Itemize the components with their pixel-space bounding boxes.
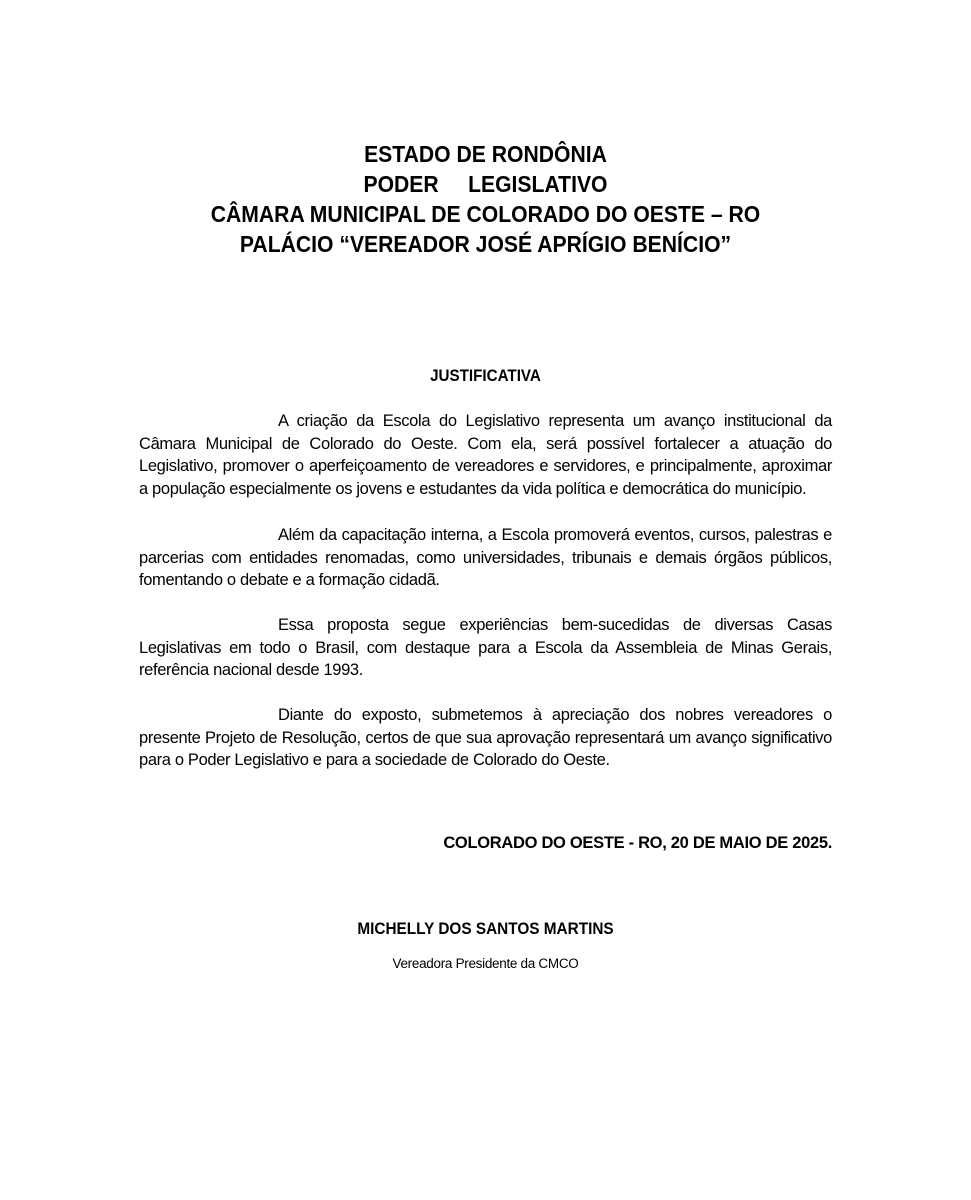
paragraph-2: Além da capacitação interna, a Escola promoverá eventos, cursos, palestras e parcerias com entidades renomadas, como universidades, tribunais e demais órgãos públicos, fomentando o debate e a formação cidadã. xyxy=(139,526,832,589)
signer-role: Vereadora Presidente da CMCO xyxy=(392,956,579,971)
section-title: JUSTIFICATIVA xyxy=(430,367,541,385)
header-state: ESTADO DE RONDÔNIA xyxy=(364,141,607,167)
header-palace: PALÁCIO “VEREADOR JOSÉ APRÍGIO BENÍCIO” xyxy=(239,231,732,257)
date-location-line: COLORADO DO OESTE - RO, 20 DE MAIO DE 2025. xyxy=(443,834,832,852)
paragraph-1: A criação da Escola do Legislativo representa um avanço institucional da Câmara Municipal de Colorado do Oeste. Com ela, será possível fortalecer a atuação do Legislativo, promover o aperfeiçoamento de vereadores e servidores, e principalmente, aproximar a população especialmente os jovens e estudantes da vida política e democrática do município. xyxy=(139,412,832,498)
document-header xyxy=(0,139,971,259)
paragraph-3: Essa proposta segue experiências bem-sucedidas de diversas Casas Legislativas em todo o Brasil, com destaque para a Escola da Assembleia de Minas Gerais, referência nacional desde 1993. xyxy=(139,616,832,679)
header-power: PODER LEGISLATIVO xyxy=(363,171,608,197)
paragraph-4: Diante do exposto, submetemos à apreciação dos nobres vereadores o presente Projeto de Resolução, certos de que sua aprovação representará um avanço significativo para o Poder Legislativo e para a sociedade de Colorado do Oeste. xyxy=(139,706,832,769)
header-chamber: CÂMARA MUNICIPAL DE COLORADO DO OESTE – RO xyxy=(210,201,761,227)
signer-name: MICHELLY DOS SANTOS MARTINS xyxy=(357,920,614,938)
